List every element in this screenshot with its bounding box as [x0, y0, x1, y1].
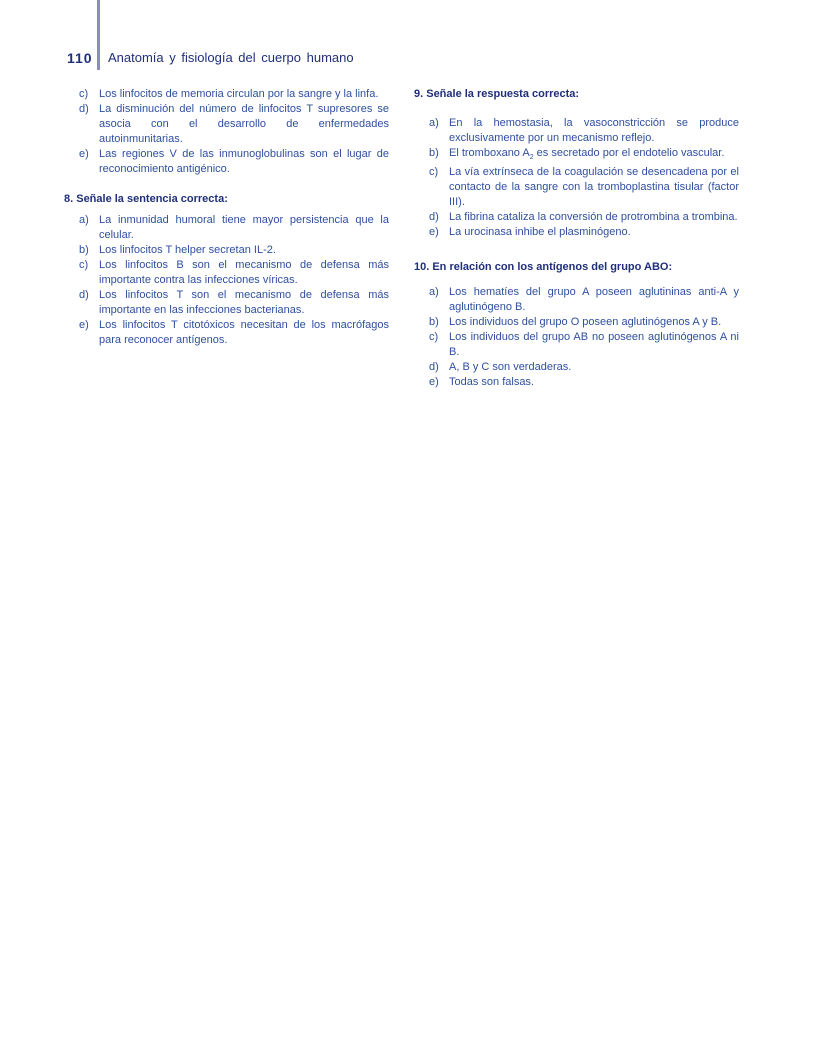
left-column: [64, 87, 389, 348]
option-c: c) Los linfocitos de memoria circulan por la sangre y la linfa.: [79, 88, 379, 100]
option-d: d) A, B y C son verdaderas.: [429, 361, 572, 374]
option-c: c) Los individuos del grupo AB no poseen aglutinógenos A ni B.: [429, 331, 739, 359]
option-d: d) La fibrina cataliza la conversión de protrombina a trombina.: [429, 211, 738, 224]
option-d: d) La disminución del número de linfocitos T supresores se asocia con el desarrollo de enfermedades autoinmunitarias.: [79, 103, 389, 145]
option-e: e) Todas son falsas.: [429, 376, 534, 389]
option-c: c) Los linfocitos B son el mecanismo de defensa más importante contra las infecciones víricas.: [79, 259, 389, 286]
question-9-title: 9. Señale la respuesta correcta:: [414, 88, 580, 100]
option-a: a) La inmunidad humoral tiene mayor persistencia que la celular.: [79, 214, 389, 241]
option-e: e) Los linfocitos T citotóxicos necesitan de los macrófagos para reconocer antígenos.: [79, 319, 389, 346]
page-number: 110: [67, 50, 93, 66]
question-10-title: 10. En relación con los antígenos del grupo ABO:: [414, 261, 673, 274]
option-a: a) En la hemostasia, la vasoconstricción se produce exclusivamente por un mecanismo reflejo.: [429, 117, 739, 144]
option-c: c) La vía extrínseca de la coagulación se desencadena por el contacto de la sangre con la tromboplastina tisular (factor III).: [429, 166, 739, 209]
option-b: b) El tromboxano $A_2$ es secretado por el endotelio vascular.: [429, 147, 725, 162]
option-e: e) Las regiones V de las inmunoglobulinas son el lugar de reconocimiento antigénico.: [79, 148, 389, 175]
running-title: Anatomía y fisiología del cuerpo humano: [108, 50, 354, 65]
option-b: b) Los individuos del grupo O poseen aglutinógenos A y B.: [429, 316, 722, 329]
option-e: e) La urocinasa inhibe el plasminógeno.: [429, 226, 631, 239]
header-divider: [97, 0, 100, 70]
option-a: a) Los hematíes del grupo A poseen aglutininas anti-A y aglutinógeno B.: [429, 286, 739, 314]
option-d: d) Los linfocitos T son el mecanismo de defensa más importante en las infecciones bacterianas.: [79, 289, 389, 316]
question-8-title: 8. Señale la sentencia correcta:: [64, 193, 228, 205]
right-column: [414, 87, 739, 390]
option-b: b) Los linfocitos T helper secretan IL-2.: [79, 244, 276, 256]
